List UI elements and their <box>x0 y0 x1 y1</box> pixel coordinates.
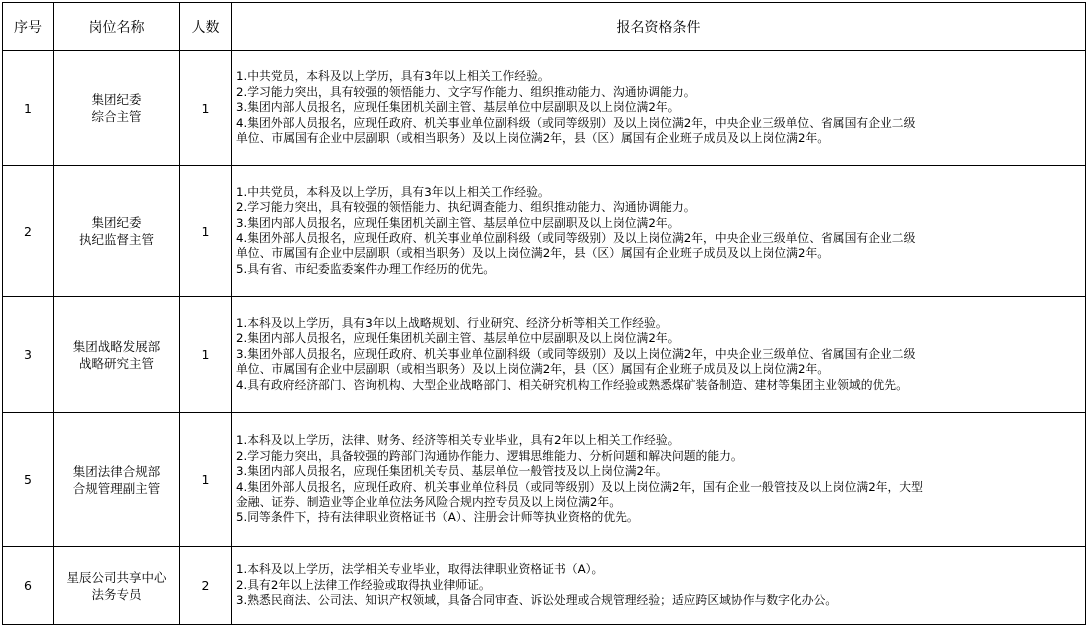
row-requirements <box>232 413 1086 547</box>
requirement-line: 5.同等条件下，持有法律职业资格证书（A）、注册会计师等执业资格的优先。 <box>236 510 639 525</box>
row-position-name <box>54 297 180 413</box>
requirement-line: 3.集团内部人员报名，应现任集团机关副主管、基层单位中层副职及以上岗位满2年。 <box>236 215 680 230</box>
table-row <box>3 547 1086 625</box>
requirement-line: 2.学习能力突出，具有较强的领悟能力、文字写作能力、组织推动能力、沟通协调能力。 <box>236 84 696 99</box>
table-row <box>3 297 1086 413</box>
row-headcount: 1 <box>180 297 232 413</box>
row-serial: 6 <box>3 547 54 625</box>
table-header-row <box>3 3 1086 51</box>
requirement-line: 3.集团内部人员报名，应现任集团机关专员、基层单位一般管技及以上岗位满2年。 <box>236 464 668 479</box>
position-line: 集团战略发展部 <box>72 338 161 354</box>
recruitment-table <box>2 2 1086 625</box>
table-row <box>3 413 1086 547</box>
position-line: 集团纪委 <box>91 215 142 230</box>
requirement-line: 2.集团内部人员报名，应现任集团机关副主管、基层单位中层副职及以上岗位满2年。 <box>236 331 680 346</box>
header-serial: 序号 <box>3 3 54 51</box>
row-requirements <box>232 297 1086 413</box>
requirement-line: 4.集团外部人员报名，应现任政府、机关事业单位副科级（或同等级别）及以上岗位满2年，中央企业三级单位、省属国有企业二级 <box>236 115 916 130</box>
row-headcount: 1 <box>180 166 232 297</box>
row-headcount: 1 <box>180 413 232 547</box>
header-headcount: 人数 <box>180 3 232 51</box>
position-line: 综合主管 <box>91 109 142 124</box>
requirement-line: 4.集团外部人员报名，应现任政府、机关事业单位副科级（或同等级别）及以上岗位满2年，中央企业三级单位、省属国有企业二级 <box>236 231 916 245</box>
position-line: 集团纪委 <box>91 92 142 107</box>
position-line: 合规管理副主管 <box>72 480 161 496</box>
position-line: 战略研究主管 <box>78 355 154 371</box>
requirement-line: 1.中共党员，本科及以上学历，具有3年以上相关工作经验。 <box>236 184 550 199</box>
requirement-line: 金融、证券、制造业等企业单位法务风险合规内控专员及以上岗位满2年。 <box>236 494 622 509</box>
requirement-line: 1.本科及以上学历，具有3年以上战略规划、行业研究、经济分析等相关工作经验。 <box>236 315 668 330</box>
requirement-line: 5.具有省、市纪委监委案件办理工作经历的优先。 <box>236 261 495 276</box>
table-row <box>3 166 1086 297</box>
requirement-line: 2.具有2年以上法律工作经验或取得执业律师证。 <box>236 577 491 592</box>
row-headcount: 2 <box>180 547 232 625</box>
requirement-line: 4.集团外部人员报名，应现任政府、机关事业单位科员（或同等级别）及以上岗位满2年，国有企业一般管技及以上岗位满2年，大型 <box>236 479 923 494</box>
requirement-line: 3.集团外部人员报名，应现任政府、机关事业单位副科级（或同等级别）及以上岗位满2年，中央企业三级单位、省属国有企业二级 <box>236 346 916 361</box>
table-row <box>3 51 1086 166</box>
row-requirements <box>232 51 1086 166</box>
requirement-line: 单位、市属国有企业中层副职（或相当职务）及以上岗位满2年，县（区）属国有企业班子成员及以上岗位满2年。 <box>236 131 830 146</box>
requirement-line: 3.熟悉民商法、公司法、知识产权领域，具备合同审查、诉讼处理或合规管理经验；适应跨区域协作与数字化办公。 <box>236 593 838 608</box>
position-line: 星辰公司共享中心 <box>66 569 167 585</box>
requirement-line: 单位、市属国有企业中层副职（或相当职务）及以上岗位满2年，县（区）属国有企业班子成员及以上岗位满2年。 <box>236 246 830 261</box>
row-position-name <box>54 413 180 547</box>
header-requirements: 报名资格条件 <box>232 3 1086 51</box>
row-serial: 3 <box>3 297 54 413</box>
row-requirements <box>232 166 1086 297</box>
row-serial: 5 <box>3 413 54 547</box>
row-position-name <box>54 547 180 625</box>
row-serial: 2 <box>3 166 54 297</box>
position-line: 法务专员 <box>91 586 142 602</box>
requirement-line: 3.集团内部人员报名，应现任集团机关副主管、基层单位中层副职及以上岗位满2年。 <box>236 100 680 115</box>
position-line: 执纪监督主管 <box>78 232 154 247</box>
requirement-line: 1.本科及以上学历，法律、财务、经济等相关专业毕业，具有2年以上相关工作经验。 <box>236 433 680 448</box>
requirement-line: 2.学习能力突出，具有较强的领悟能力、执纪调查能力、组织推动能力、沟通协调能力。 <box>236 200 696 215</box>
requirement-line: 4.具有政府经济部门、咨询机构、大型企业战略部门、相关研究机构工作经验或熟悉煤矿装备制造、建材等集团主业领域的优先。 <box>236 377 908 392</box>
requirement-line: 2.学习能力突出，具备较强的跨部门沟通协作能力、逻辑思维能力、分析问题和解决问题的能力。 <box>236 448 743 463</box>
header-position-name: 岗位名称 <box>54 3 180 51</box>
row-headcount: 1 <box>180 51 232 166</box>
position-line: 集团法律合规部 <box>72 463 161 479</box>
row-position-name <box>54 166 180 297</box>
requirement-line: 单位、市属国有企业中层副职（或相当职务）及以上岗位满2年，县（区）属国有企业班子成员及以上岗位满2年。 <box>236 362 830 377</box>
row-requirements <box>232 547 1086 625</box>
row-position-name <box>54 51 180 166</box>
requirement-line: 1.本科及以上学历，法学相关专业毕业，取得法律职业资格证书（A）。 <box>236 562 604 577</box>
requirement-line: 1.中共党员，本科及以上学历，具有3年以上相关工作经验。 <box>236 69 550 84</box>
row-serial: 1 <box>3 51 54 166</box>
